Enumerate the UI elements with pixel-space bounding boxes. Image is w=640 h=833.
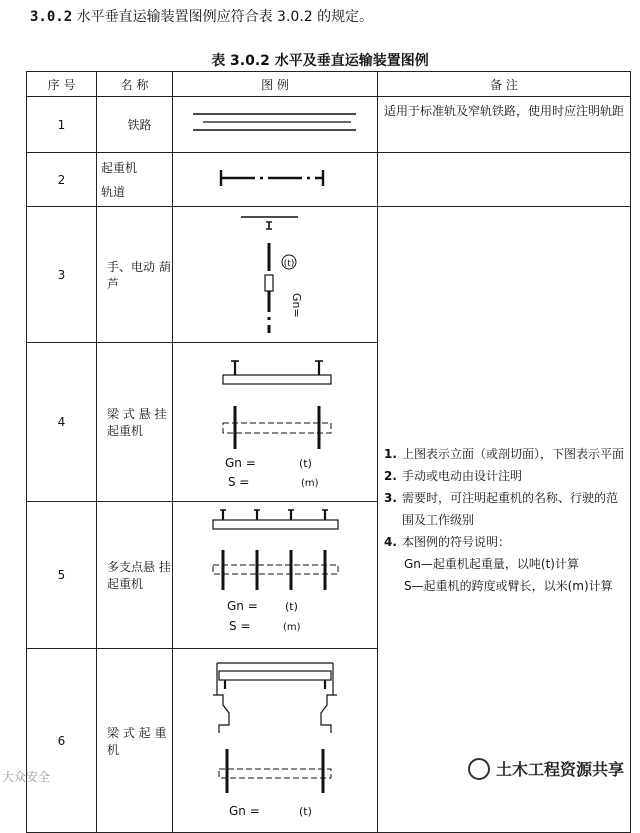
name-line: 起重机 <box>107 424 144 438</box>
multi-point-crane-symbol <box>173 502 378 645</box>
row-number: 5 <box>27 502 97 649</box>
table-row <box>27 97 631 153</box>
row-number: 1 <box>27 97 97 153</box>
row-number: 3 <box>27 207 97 343</box>
section-number: 3.0.2 <box>30 9 73 25</box>
gn-unit-label: (t) <box>299 805 312 818</box>
table-header-row <box>27 72 631 97</box>
remark-item: 4. 本图例的符号说明： <box>384 534 511 549</box>
row-number: 4 <box>27 343 97 502</box>
remark-item: 1. 上图表示立面（或剖切面），下图表示平面 <box>384 446 625 461</box>
gn-unit-label: (t) <box>299 457 312 470</box>
hoist-unit-label: (t) <box>283 259 295 269</box>
name-line: 起重机 <box>101 160 138 175</box>
row-number: 2 <box>27 153 97 207</box>
crane-track-symbol <box>173 153 378 203</box>
gn-label: Gn = <box>229 804 260 818</box>
row-name <box>97 649 173 833</box>
s-label: S = <box>228 475 250 489</box>
remark-item: 2. 手动或电动由设计注明 <box>384 468 523 483</box>
watermark-left: 大众安全 <box>2 770 51 784</box>
beam-suspended-crane-symbol <box>173 343 378 498</box>
hoist-gn-label: Gn= <box>290 293 303 318</box>
name-line: 手、电动 <box>107 259 156 274</box>
gn-label: Gn = <box>227 599 258 613</box>
table-row <box>27 207 631 343</box>
name-line: 机 <box>107 742 120 757</box>
table-row <box>27 153 631 207</box>
name-line: 梁 式 悬 挂 <box>107 407 167 421</box>
header-legend: 图 例 <box>173 72 378 97</box>
hoist-symbol <box>173 207 378 339</box>
row-name <box>97 207 173 343</box>
intro-line <box>30 6 373 26</box>
legend-cell <box>173 343 378 502</box>
name-line: 葫芦 <box>107 259 171 291</box>
remark-sub-gn: Gn—起重机起重量，以吨(t)计算 <box>404 556 579 571</box>
s-unit-label: (m) <box>301 478 319 489</box>
row-name <box>97 153 173 207</box>
remarks-cell <box>378 207 631 833</box>
legend-cell <box>173 153 378 207</box>
name-line: 多支点悬 <box>107 560 156 574</box>
header-name: 名 称 <box>97 72 173 97</box>
table-caption: 表 3.0.2 水平及垂直运输装置图例 <box>211 53 429 69</box>
header-seq: 序 号 <box>27 72 97 97</box>
name-line: 梁 式 起 重 <box>107 725 167 740</box>
wechat-icon <box>468 758 490 780</box>
intro-text: 水平垂直运输装置图例应符合表 3.0.2 的规定。 <box>76 9 374 25</box>
row-note: 适用于标准轨及窄轨铁路，使用时应注明轨距 <box>378 97 631 153</box>
name-line: 轨道 <box>101 184 126 199</box>
row-name <box>97 502 173 649</box>
legend-cell <box>173 502 378 649</box>
row-note <box>378 153 631 207</box>
remark-item: 3. 需要时，可注明起重机的名称、行驶的范围及工作级别 <box>384 490 619 527</box>
row-number: 6 <box>27 649 97 833</box>
s-unit-label: (m) <box>283 622 301 633</box>
watermark-right <box>468 757 624 780</box>
legend-cell <box>173 649 378 833</box>
legend-cell <box>173 207 378 343</box>
row-name <box>97 343 173 502</box>
header-remarks: 备 注 <box>378 72 631 97</box>
gn-label: Gn = <box>225 456 256 470</box>
beam-crane-symbol <box>173 649 378 829</box>
railway-symbol <box>173 97 378 149</box>
watermark-right-text: 土木工程资源共享 <box>495 760 624 779</box>
name-line: 铁路 <box>127 118 152 132</box>
gn-unit-label: (t) <box>285 600 298 613</box>
remark-sub-s: S—起重机的跨度或臂长，以米(m)计算 <box>404 578 613 593</box>
legend-table <box>26 71 631 833</box>
row-name <box>97 97 173 153</box>
s-label: S = <box>229 619 251 633</box>
name-line: 挂起重机 <box>107 560 171 591</box>
legend-cell <box>173 97 378 153</box>
